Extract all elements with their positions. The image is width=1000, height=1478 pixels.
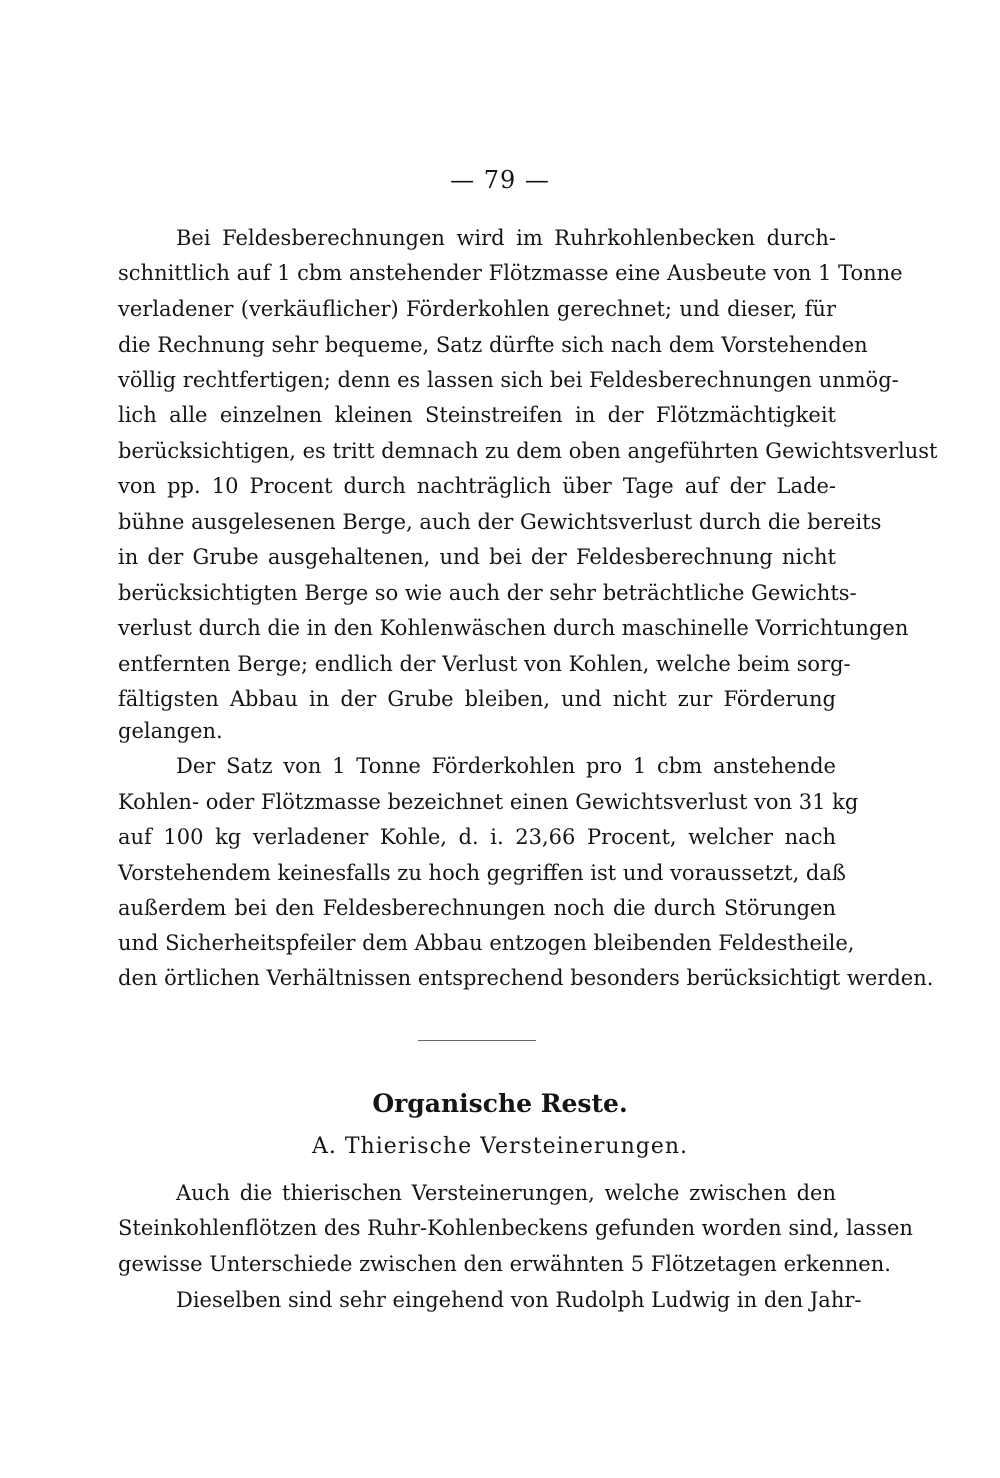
paragraph-2-line-1: Der Satz von 1 Tonne Förderkohlen pro 1 cbm anstehende: [176, 754, 836, 778]
section-heading: Organische Reste.: [372, 1089, 628, 1118]
paragraph-1-line-11: berücksichtigten Berge so wie auch der sehr beträchtliche Gewichts-: [118, 581, 857, 605]
paragraph-1-line-10: in der Grube ausgehaltenen, und bei der Feldesberechnung nicht: [118, 545, 836, 569]
paragraph-1-line-8: von pp. 10 Procent durch nachträglich über Tage auf der Lade-: [118, 474, 836, 498]
paragraph-3-line-2: Steinkohlenflötzen des Ruhr-Kohlenbeckens gefunden worden sind, lassen: [118, 1216, 913, 1240]
paragraph-3-line-3: gewisse Unterschiede zwischen den erwähnten 5 Flötzetagen erkennen.: [118, 1252, 891, 1276]
paragraph-2-line-3: auf 100 kg verladener Kohle, d. i. 23,66 Procent, welcher nach: [118, 825, 836, 849]
paragraph-1-line-7: berücksichtigen, es tritt demnach zu dem oben angeführten Gewichtsverlust: [118, 439, 938, 463]
paragraph-1-line-9: bühne ausgelesenen Berge, auch der Gewichtsverlust durch die bereits: [118, 510, 882, 534]
section-divider: [418, 1040, 536, 1041]
paragraph-1-line-5: völlig rechtfertigen; denn es lassen sich bei Feldesberechnungen unmög-: [118, 368, 899, 392]
paragraph-2-line-6: und Sicherheitspfeiler dem Abbau entzogen bleibenden Feldestheile,: [118, 931, 855, 955]
paragraph-4-line-1: Dieselben sind sehr eingehend von Rudolph Ludwig in den Jahr-: [176, 1288, 862, 1312]
paragraph-1-line-15: gelangen.: [118, 719, 223, 743]
subsection-heading: A. Thierische Versteinerungen.: [311, 1134, 689, 1159]
paragraph-2-line-7: den örtlichen Verhältnissen entsprechend besonders berücksichtigt werden.: [118, 966, 934, 990]
paragraph-1-line-2: schnittlich auf 1 cbm anstehender Flötzmasse eine Ausbeute von 1 Tonne: [118, 261, 903, 285]
paragraph-2-line-5: außerdem bei den Feldesberechnungen noch die durch Störungen: [118, 896, 836, 920]
paragraph-3-line-1: Auch die thierischen Versteinerungen, welche zwischen den: [176, 1181, 836, 1205]
paragraph-1-line-4: die Rechnung sehr bequeme, Satz dürfte sich nach dem Vorstehenden: [118, 333, 868, 357]
page-number: — 79 —: [450, 166, 550, 194]
paragraph-1-line-12: verlust durch die in den Kohlenwäschen durch maschinelle Vorrichtungen: [118, 616, 909, 640]
paragraph-2-line-4: Vorstehendem keinesfalls zu hoch gegriffen ist und voraussetzt, daß: [118, 861, 846, 885]
paragraph-1-line-14: fältigsten Abbau in der Grube bleiben, und nicht zur Förderung: [118, 687, 836, 711]
paragraph-1-line-3: verladener (verkäuflicher) Förderkohlen gerechnet; und dieser, für: [118, 297, 836, 321]
paragraph-2-line-2: Kohlen- oder Flötzmasse bezeichnet einen Gewichtsverlust von 31 kg: [118, 790, 859, 814]
paragraph-1-line-1: Bei Feldesberechnungen wird im Ruhrkohlenbecken durch-: [176, 226, 836, 250]
paragraph-1-line-13: entfernten Berge; endlich der Verlust von Kohlen, welche beim sorg-: [118, 652, 851, 676]
paragraph-1-line-6: lich alle einzelnen kleinen Steinstreifen in der Flötzmächtigkeit: [118, 403, 836, 427]
